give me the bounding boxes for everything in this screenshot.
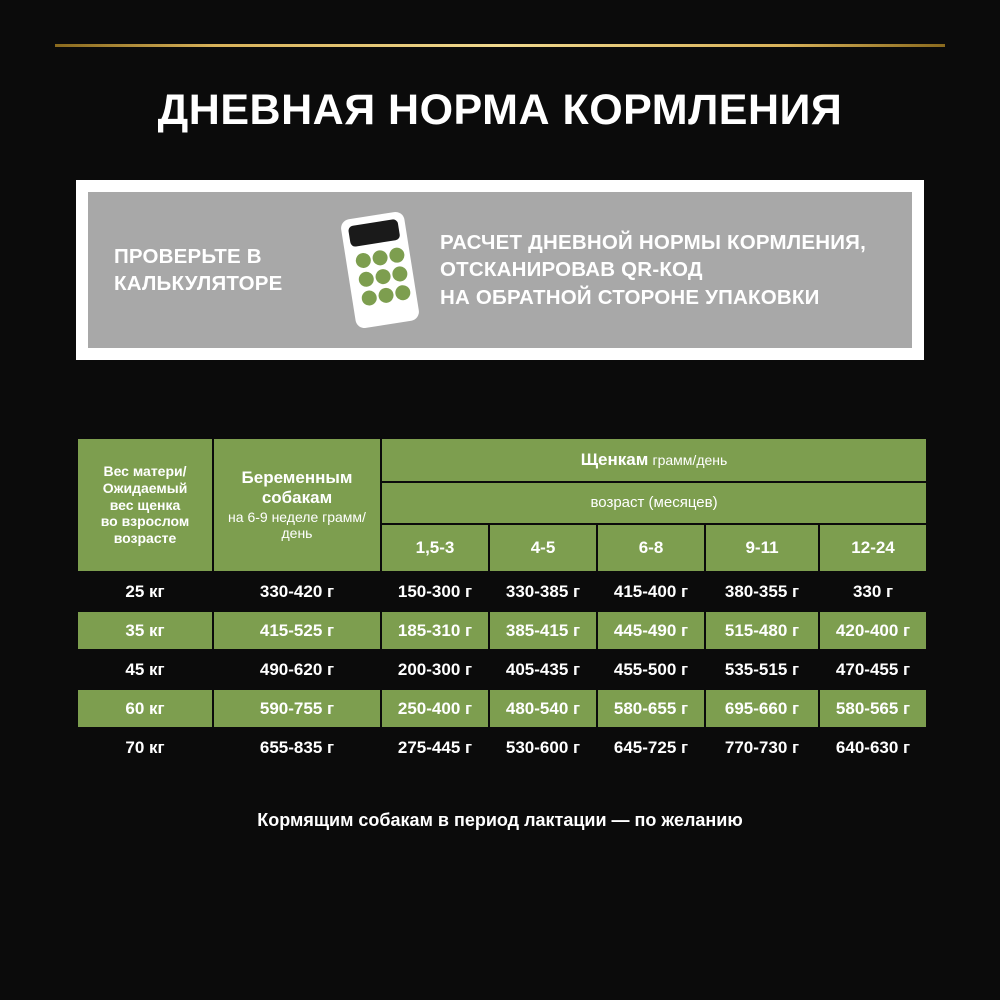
header-age-3: 6-8 — [598, 525, 704, 571]
cell-weight: 25 кг — [78, 573, 212, 610]
cell-age-4: 695-660 г — [706, 690, 818, 727]
cell-age-5: 330 г — [820, 573, 926, 610]
cell-age-5: 420-400 г — [820, 612, 926, 649]
cell-age-5: 470-455 г — [820, 651, 926, 688]
cell-age-4: 535-515 г — [706, 651, 818, 688]
gold-divider — [55, 44, 945, 47]
header-mother-weight-line-2: Ожидаемый — [102, 479, 188, 496]
header-age-5: 12-24 — [820, 525, 926, 571]
calculator-banner-right-text — [440, 229, 912, 311]
cell-weight: 35 кг — [78, 612, 212, 649]
header-mother-weight-line-3: вес щенка — [109, 496, 181, 513]
header-age-2: 4-5 — [490, 525, 596, 571]
cell-age-4: 770-730 г — [706, 729, 818, 766]
cell-age-5: 640-630 г — [820, 729, 926, 766]
cell-age-3: 580-655 г — [598, 690, 704, 727]
feeding-table-head — [78, 439, 926, 571]
header-mother-weight — [78, 439, 212, 571]
table-row — [78, 729, 926, 766]
cell-weight: 60 кг — [78, 690, 212, 727]
header-pregnant-dogs-title: Беременным собакам — [241, 467, 353, 508]
header-pregnant-dogs — [214, 439, 380, 571]
header-pregnant-dogs-sub: на 6-9 неделе грамм/день — [228, 508, 366, 542]
calculator-banner-inner — [88, 192, 912, 348]
feeding-table-body — [78, 573, 926, 766]
header-age-4: 9-11 — [706, 525, 818, 571]
header-mother-weight-line-4: во взрослом — [100, 513, 190, 530]
cell-age-2: 330-385 г — [490, 573, 596, 610]
table-row — [78, 612, 926, 649]
cell-age-3: 455-500 г — [598, 651, 704, 688]
header-puppies-group — [382, 439, 926, 481]
cell-pregnant: 490-620 г — [214, 651, 380, 688]
header-mother-weight-line-5: возрасте — [113, 530, 177, 547]
cell-pregnant: 655-835 г — [214, 729, 380, 766]
cell-pregnant: 330-420 г — [214, 573, 380, 610]
feeding-table — [76, 437, 928, 768]
cell-pregnant: 415-525 г — [214, 612, 380, 649]
table-header-row-1 — [78, 439, 926, 481]
calculator-banner-left-text: ПРОВЕРЬТЕ В КАЛЬКУЛЯТОРЕ — [114, 244, 283, 295]
table-row — [78, 651, 926, 688]
calculator-banner-line-1: РАСЧЕТ ДНЕВНОЙ НОРМЫ КОРМЛЕНИЯ, — [440, 230, 866, 254]
cell-weight: 70 кг — [78, 729, 212, 766]
cell-age-1: 250-400 г — [382, 690, 488, 727]
calculator-banner-line-3: НА ОБРАТНОЙ СТОРОНЕ УПАКОВКИ — [440, 285, 820, 309]
cell-age-4: 380-355 г — [706, 573, 818, 610]
header-mother-weight-line-1: Вес матери/ — [103, 463, 187, 479]
cell-weight: 45 кг — [78, 651, 212, 688]
cell-age-1: 150-300 г — [382, 573, 488, 610]
cell-age-2: 530-600 г — [490, 729, 596, 766]
header-age-label: возраст (месяцев) — [382, 483, 926, 523]
cell-age-4: 515-480 г — [706, 612, 818, 649]
calculator-banner — [76, 180, 924, 360]
cell-age-3: 645-725 г — [598, 729, 704, 766]
table-row — [78, 690, 926, 727]
cell-age-3: 415-400 г — [598, 573, 704, 610]
header-puppies-sub: грамм/день — [652, 451, 728, 468]
cell-age-2: 385-415 г — [490, 612, 596, 649]
table-row — [78, 573, 926, 610]
cell-age-1: 185-310 г — [382, 612, 488, 649]
cell-age-2: 405-435 г — [490, 651, 596, 688]
feeding-table-wrapper — [76, 437, 924, 768]
page-title: ДНЕВНАЯ НОРМА КОРМЛЕНИЯ — [157, 86, 843, 134]
header-age-1: 1,5-3 — [382, 525, 488, 571]
header-puppies-title: Щенкам — [580, 449, 649, 469]
cell-age-5: 580-565 г — [820, 690, 926, 727]
lactation-footnote: Кормящим собакам в период лактации — по желанию — [257, 810, 743, 830]
calculator-icon — [334, 211, 426, 329]
cell-age-2: 480-540 г — [490, 690, 596, 727]
cell-age-1: 200-300 г — [382, 651, 488, 688]
cell-age-3: 445-490 г — [598, 612, 704, 649]
calculator-banner-line-2: ОТСКАНИРОВАВ QR-КОД — [440, 258, 703, 282]
cell-pregnant: 590-755 г — [214, 690, 380, 727]
cell-age-1: 275-445 г — [382, 729, 488, 766]
